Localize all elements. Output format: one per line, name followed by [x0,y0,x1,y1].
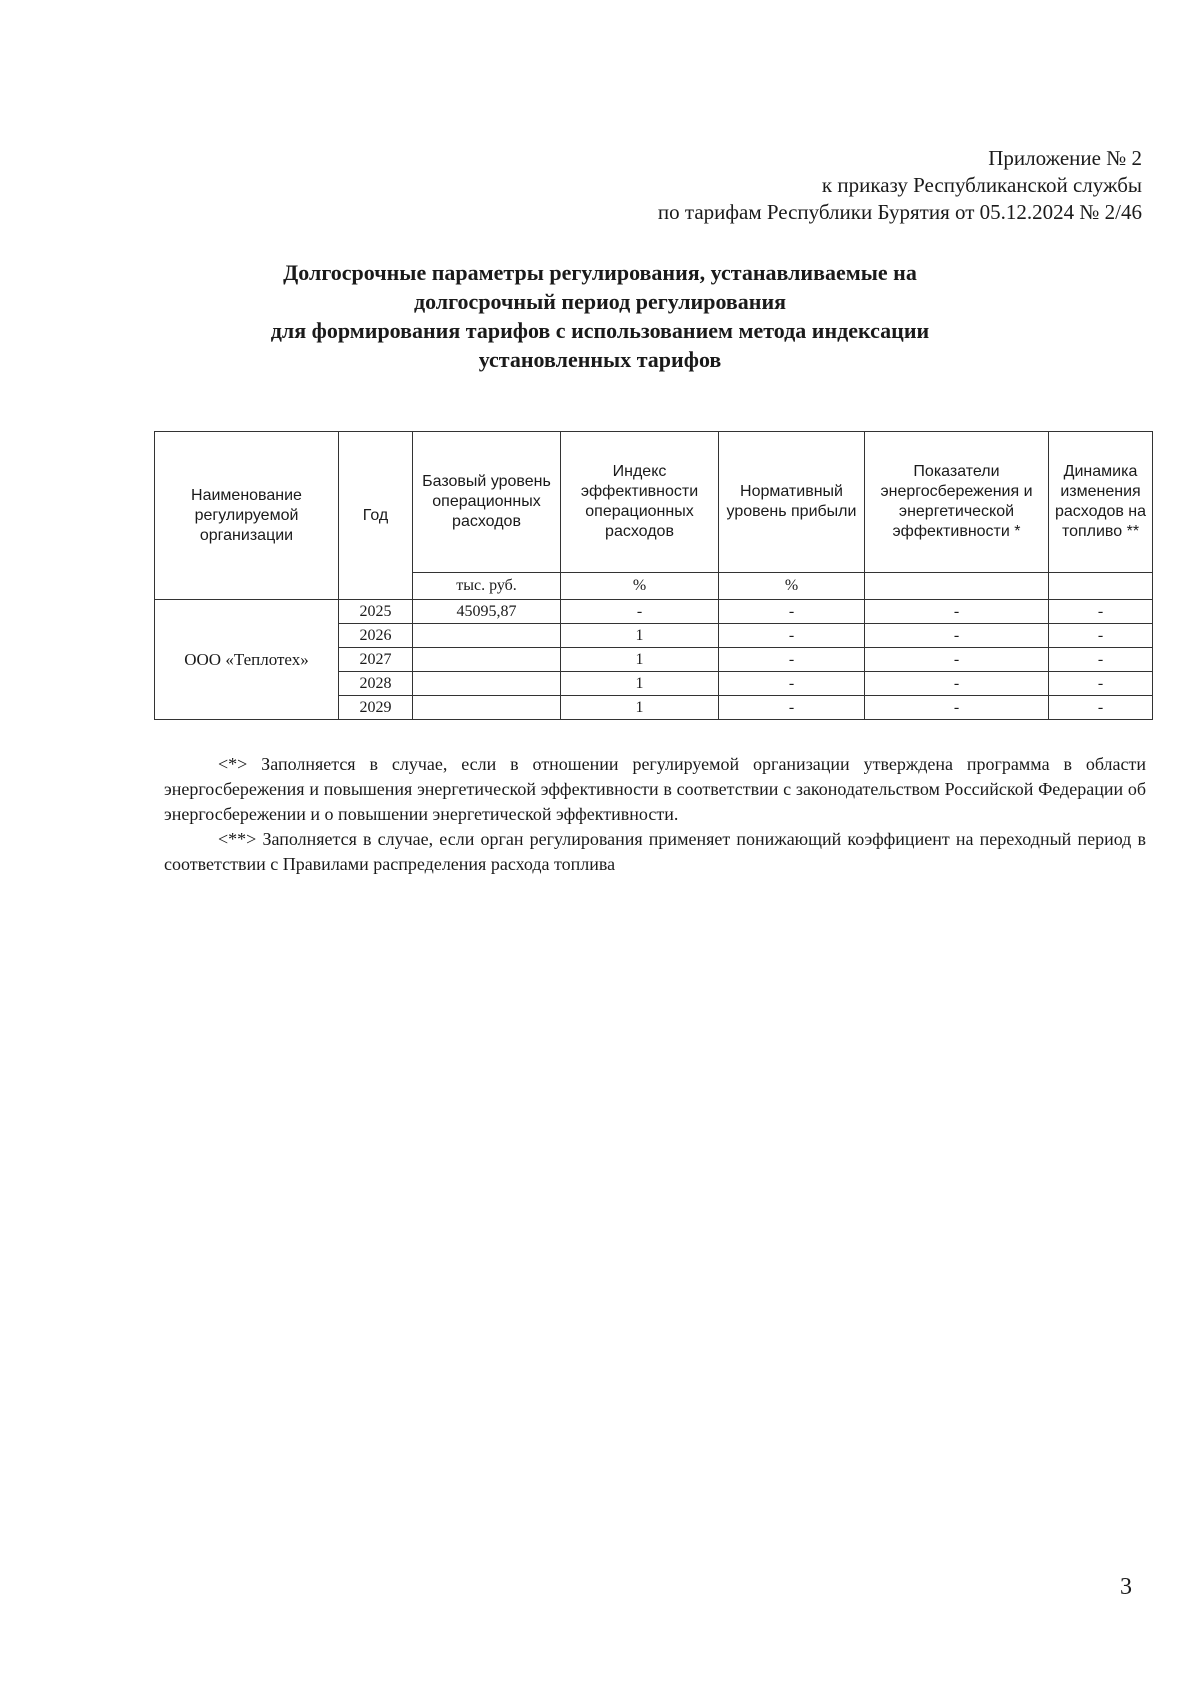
cell-fuel: - [1049,696,1153,720]
footnote-energy-program: <*> Заполняется в случае, если в отношении регулируемой организации утверждена программа в области энергосбережения и повышения энергетической эффективности в соответствии с законодательством Российской Федерации об энергосбережении и о повышении энергетической эффективности. [164,754,1146,824]
page-number: 3 [1120,1574,1132,1600]
title-line-2: долгосрочный период регулирования [413,289,787,314]
header-year: Год [339,432,413,600]
cell-energy: - [865,624,1049,648]
header-energy-indicators: Показатели энергосбережения и энергетической эффективности * [865,432,1049,573]
cell-profit: - [719,696,865,720]
appendix-number: Приложение № 2 [988,146,1142,170]
header-profit-level: Нормативный уровень прибыли [719,432,865,573]
header-fuel-dynamics: Динамика изменения расходов на топливо ** [1049,432,1153,573]
cell-index: 1 [561,672,719,696]
cell-year: 2029 [339,696,413,720]
cell-base [413,672,561,696]
cell-base: 45095,87 [413,600,561,624]
cell-energy: - [865,648,1049,672]
cell-year: 2028 [339,672,413,696]
unit-energy-indicators [865,573,1049,600]
cell-base [413,696,561,720]
unit-profit-level: % [719,573,865,600]
cell-energy: - [865,696,1049,720]
cell-energy: - [865,600,1049,624]
cell-fuel: - [1049,624,1153,648]
cell-profit: - [719,672,865,696]
cell-index: 1 [561,624,719,648]
parameters-table [154,431,1153,720]
document-title [160,258,1040,374]
org-name: ООО «Теплотех» [155,600,339,720]
table-header-row [155,432,1153,573]
unit-fuel-dynamics [1049,573,1153,600]
cell-year: 2026 [339,624,413,648]
cell-base [413,648,561,672]
cell-index: 1 [561,696,719,720]
cell-index: 1 [561,648,719,672]
unit-efficiency-index: % [561,573,719,600]
cell-profit: - [719,600,865,624]
cell-energy: - [865,672,1049,696]
cell-profit: - [719,624,865,648]
cell-year: 2027 [339,648,413,672]
cell-index: - [561,600,719,624]
title-line-4: установленных тарифов [478,347,722,372]
footnote-fuel-coefficient: <**> Заполняется в случае, если орган регулирования применяет понижающий коэффициент на переходный период в соответствии с Правилами распределения расхода топлива [164,829,1146,874]
appendix-order-date: по тарифам Республики Бурятия от 05.12.2024 № 2/46 [657,200,1142,224]
title-line-3: для формирования тарифов с использованием метода индексации [270,318,930,343]
cell-profit: - [719,648,865,672]
appendix-header [442,145,1142,226]
header-org: Наименование регулируемой организации [155,432,339,600]
table-row [155,600,1153,624]
cell-year: 2025 [339,600,413,624]
cell-fuel: - [1049,672,1153,696]
header-base-level: Базовый уровень операционных расходов [413,432,561,573]
footnotes [164,752,1146,877]
header-efficiency-index: Индекс эффективности операционных расходов [561,432,719,573]
title-line-1: Долгосрочные параметры регулирования, устанавливаемые на [283,260,917,285]
cell-fuel: - [1049,600,1153,624]
cell-fuel: - [1049,648,1153,672]
appendix-order-ref: к приказу Республиканской службы [821,173,1142,197]
unit-base-level: тыс. руб. [413,573,561,600]
cell-base [413,624,561,648]
